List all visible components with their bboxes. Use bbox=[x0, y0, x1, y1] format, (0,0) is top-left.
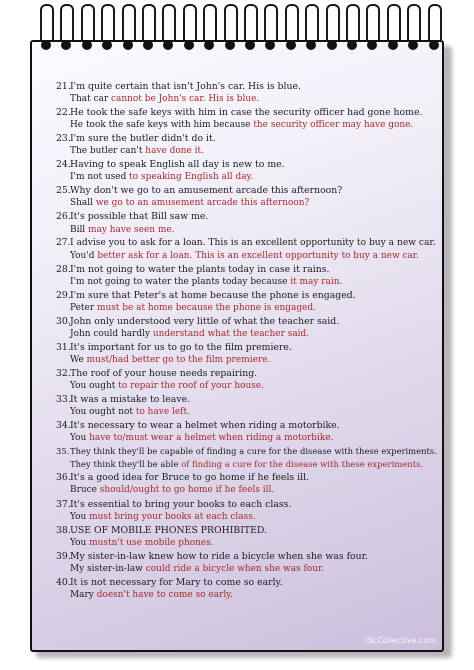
exercise-item bbox=[56, 524, 436, 550]
spiral-ring bbox=[428, 4, 440, 56]
question-text: It's essential to bring your books to each class. bbox=[70, 498, 292, 510]
question-text: He took the safe keys with him in case the security officer had gone home. bbox=[70, 107, 423, 119]
answer-prompt: You'd bbox=[70, 250, 98, 261]
answer-completion: the security officer may have gone. bbox=[253, 120, 414, 131]
exercise-question bbox=[56, 419, 436, 432]
exercise-answer bbox=[56, 276, 436, 289]
ring-loop bbox=[407, 4, 421, 40]
answer-completion: may have seen me. bbox=[88, 224, 175, 235]
ring-hole bbox=[204, 40, 214, 50]
ring-loop bbox=[264, 4, 278, 40]
answer-prompt: I'm not used bbox=[70, 172, 130, 183]
exercise-list bbox=[56, 80, 436, 602]
question-text: It's possible that Bill saw me. bbox=[70, 211, 209, 223]
ring-hole bbox=[102, 40, 112, 50]
exercise-question bbox=[56, 550, 436, 563]
ring-loop bbox=[60, 4, 74, 40]
ring-loop bbox=[244, 4, 258, 40]
exercise-item bbox=[56, 576, 436, 602]
exercise-answer bbox=[56, 589, 436, 602]
exercise-question bbox=[56, 237, 436, 250]
exercise-question bbox=[56, 263, 436, 276]
exercise-answer bbox=[56, 432, 436, 445]
spiral-ring bbox=[264, 4, 276, 56]
exercise-item bbox=[56, 184, 436, 210]
question-text: John only understood very little of what the teacher said. bbox=[70, 315, 340, 327]
question-text: It's a good idea for Bruce to go home if he feels ill. bbox=[70, 472, 310, 484]
question-text: USE OF MOBILE PHONES PROHIBITED. bbox=[70, 524, 267, 536]
ring-loop bbox=[224, 4, 238, 40]
spiral-ring bbox=[60, 4, 72, 56]
answer-completion: could ride a bicycle when she was four. bbox=[145, 563, 325, 574]
exercise-item bbox=[56, 393, 436, 419]
exercise-answer bbox=[56, 197, 436, 210]
exercise-number: 31. bbox=[56, 341, 71, 353]
answer-prompt: You bbox=[70, 537, 90, 548]
exercise-item bbox=[56, 471, 436, 497]
ring-hole bbox=[429, 40, 439, 50]
exercise-number: 26. bbox=[56, 211, 71, 223]
exercise-question bbox=[56, 158, 436, 171]
answer-completion: to have left. bbox=[135, 407, 190, 418]
answer-completion: better ask for a loan. This is an excellent opportunity to buy a new car. bbox=[97, 250, 419, 261]
answer-completion: should/ought to go home if he feels ill. bbox=[99, 485, 275, 496]
exercise-question bbox=[56, 106, 436, 119]
question-text: They think they'll be capable of finding a cure for the disease with these experiments. bbox=[70, 446, 437, 457]
answer-completion: to repair the roof of your house. bbox=[118, 381, 264, 392]
ring-loop bbox=[101, 4, 115, 40]
answer-prompt: Shall bbox=[70, 198, 96, 209]
question-text: It was a mistake to leave. bbox=[70, 394, 191, 406]
spiral-ring bbox=[346, 4, 358, 56]
spiral-ring bbox=[305, 4, 317, 56]
ring-hole bbox=[347, 40, 357, 50]
question-text: Having to speak English all day is new to me. bbox=[70, 159, 285, 171]
question-text: I'm quite certain that isn't John's car. His is blue. bbox=[70, 81, 301, 92]
ring-loop bbox=[366, 4, 380, 40]
question-text: It's important for us to go to the film premiere. bbox=[70, 341, 292, 353]
exercise-question bbox=[56, 524, 436, 537]
answer-prompt: He took the safe keys with him because bbox=[70, 120, 254, 131]
answer-completion: cannot be John's car. His is blue. bbox=[111, 94, 260, 105]
exercise-item bbox=[56, 419, 436, 445]
exercise-number: 21. bbox=[56, 81, 71, 92]
exercise-question bbox=[56, 132, 436, 145]
spiral-ring bbox=[101, 4, 113, 56]
exercise-answer bbox=[56, 224, 436, 237]
question-text: It's necessary to wear a helmet when riding a motorbike. bbox=[70, 420, 340, 432]
spiral-ring bbox=[122, 4, 134, 56]
exercise-item bbox=[56, 341, 436, 367]
ring-hole bbox=[388, 40, 398, 50]
exercise-item bbox=[56, 550, 436, 576]
exercise-number: 28. bbox=[56, 263, 71, 275]
spiral-ring bbox=[387, 4, 399, 56]
exercise-number: 22. bbox=[56, 107, 71, 119]
exercise-question bbox=[56, 289, 436, 302]
exercise-number: 25. bbox=[56, 185, 71, 197]
exercise-answer bbox=[56, 537, 436, 550]
answer-completion: have done it. bbox=[145, 146, 204, 157]
answer-completion: have to/must wear a helmet when riding a motorbike. bbox=[89, 433, 334, 444]
exercise-answer bbox=[56, 484, 436, 497]
answer-prompt: We bbox=[70, 354, 87, 365]
ring-loop bbox=[81, 4, 95, 40]
answer-prompt: Bruce bbox=[70, 485, 100, 496]
spiral-ring bbox=[285, 4, 297, 56]
exercise-item bbox=[56, 237, 436, 263]
answer-prompt: You bbox=[70, 511, 90, 522]
question-text: My sister-in-law knew how to ride a bicycle when she was four. bbox=[70, 550, 368, 562]
answer-prompt: Peter bbox=[70, 302, 97, 313]
spiral-ring bbox=[183, 4, 195, 56]
exercise-answer bbox=[56, 406, 436, 419]
ring-loop bbox=[387, 4, 401, 40]
ring-hole bbox=[327, 40, 337, 50]
answer-completion: we go to an amusement arcade this afternoon? bbox=[95, 198, 310, 209]
answer-prompt: My sister-in-law bbox=[70, 563, 146, 574]
exercise-answer bbox=[56, 511, 436, 524]
exercise-number: 30. bbox=[56, 315, 71, 327]
exercise-item bbox=[56, 80, 436, 106]
ring-loop bbox=[346, 4, 360, 40]
exercise-number: 36. bbox=[56, 472, 71, 484]
watermark-credit: iSLCollective.com bbox=[365, 636, 436, 645]
ring-hole bbox=[184, 40, 194, 50]
spiral-ring bbox=[224, 4, 236, 56]
ring-hole bbox=[143, 40, 153, 50]
exercise-question bbox=[56, 498, 436, 511]
exercise-question bbox=[56, 315, 436, 328]
question-text: The roof of your house needs repairing. bbox=[70, 368, 258, 380]
spiral-ring bbox=[407, 4, 419, 56]
exercise-answer bbox=[56, 171, 436, 184]
answer-prompt: You bbox=[70, 433, 90, 444]
ring-loop bbox=[122, 4, 136, 40]
question-text: I'm sure the butler didn't do it. bbox=[70, 133, 216, 145]
exercise-question bbox=[56, 367, 436, 380]
ring-hole bbox=[163, 40, 173, 50]
answer-completion: must/had better go to the film premiere. bbox=[86, 354, 271, 365]
spiral-ring bbox=[142, 4, 154, 56]
exercise-item bbox=[56, 210, 436, 236]
question-text: I'm not going to water the plants today in case it rains. bbox=[70, 263, 330, 275]
exercise-answer bbox=[56, 302, 436, 315]
ring-loop bbox=[428, 4, 442, 40]
answer-completion: to speaking English all day. bbox=[129, 172, 254, 183]
exercise-number: 40. bbox=[56, 576, 71, 588]
exercise-item bbox=[56, 158, 436, 184]
answer-prompt: You ought not bbox=[70, 407, 136, 418]
answer-completion: must be at home because the phone is engaged. bbox=[96, 302, 316, 313]
answer-completion: must bring your books at each class. bbox=[89, 511, 256, 522]
exercise-answer bbox=[56, 119, 436, 132]
exercise-question bbox=[56, 445, 436, 458]
ring-loop bbox=[285, 4, 299, 40]
answer-completion: of finding a cure for the disease with these experiments. bbox=[181, 459, 424, 470]
ring-hole bbox=[306, 40, 316, 50]
ring-hole bbox=[245, 40, 255, 50]
exercise-item bbox=[56, 445, 436, 471]
answer-prompt: I'm not going to water the plants today because bbox=[70, 276, 291, 287]
exercise-number: 39. bbox=[56, 550, 71, 562]
answer-prompt: You ought bbox=[70, 381, 119, 392]
answer-completion: doesn't have to come so early. bbox=[96, 589, 233, 600]
spiral-ring bbox=[203, 4, 215, 56]
ring-hole bbox=[123, 40, 133, 50]
answer-prompt: Bill bbox=[70, 224, 89, 235]
spiral-ring bbox=[366, 4, 378, 56]
exercise-item bbox=[56, 132, 436, 158]
ring-hole bbox=[367, 40, 377, 50]
spiral-ring bbox=[326, 4, 338, 56]
ring-hole bbox=[286, 40, 296, 50]
spiral-ring bbox=[244, 4, 256, 56]
ring-hole bbox=[225, 40, 235, 50]
exercise-question bbox=[56, 576, 436, 589]
exercise-question bbox=[56, 341, 436, 354]
question-text: I'm sure that Peter's at home because the phone is engaged. bbox=[70, 289, 356, 301]
exercise-number: 23. bbox=[56, 133, 71, 145]
exercise-question bbox=[56, 80, 436, 93]
exercise-answer bbox=[56, 328, 436, 341]
ring-hole bbox=[82, 40, 92, 50]
exercise-number: 37. bbox=[56, 498, 71, 510]
question-text: It is not necessary for Mary to come so early. bbox=[70, 576, 283, 588]
answer-prompt: That car bbox=[70, 94, 111, 105]
exercise-answer bbox=[56, 250, 436, 263]
ring-loop bbox=[142, 4, 156, 40]
ring-loop bbox=[40, 4, 54, 40]
exercise-item bbox=[56, 263, 436, 289]
exercise-question bbox=[56, 393, 436, 406]
ring-loop bbox=[305, 4, 319, 40]
answer-completion: it may rain. bbox=[290, 276, 343, 287]
exercise-answer bbox=[56, 563, 436, 576]
spiral-ring bbox=[40, 4, 52, 56]
answer-completion: mustn't use mobile phones. bbox=[89, 537, 214, 548]
exercise-question bbox=[56, 184, 436, 197]
ring-hole bbox=[408, 40, 418, 50]
exercise-item bbox=[56, 106, 436, 132]
exercise-number: 27. bbox=[56, 237, 71, 248]
ring-loop bbox=[162, 4, 176, 40]
answer-prompt: Mary bbox=[70, 589, 97, 600]
ring-hole bbox=[265, 40, 275, 50]
exercise-number: 34. bbox=[56, 420, 71, 432]
exercise-number: 35. bbox=[56, 446, 70, 457]
exercise-answer bbox=[56, 354, 436, 367]
exercise-answer bbox=[56, 93, 436, 106]
ring-loop bbox=[183, 4, 197, 40]
answer-completion: understand what the teacher said. bbox=[152, 328, 310, 339]
question-text: Why don't we go to an amusement arcade this afternoon? bbox=[70, 185, 343, 197]
exercise-number: 38. bbox=[56, 524, 71, 536]
spiral-ring bbox=[162, 4, 174, 56]
exercise-number: 24. bbox=[56, 159, 71, 171]
exercise-number: 29. bbox=[56, 289, 71, 301]
ring-hole bbox=[61, 40, 71, 50]
ring-loop bbox=[326, 4, 340, 40]
ring-loop bbox=[203, 4, 217, 40]
exercise-number: 32. bbox=[56, 368, 71, 380]
answer-prompt: They think they'll be able bbox=[70, 459, 182, 470]
exercise-answer bbox=[56, 145, 436, 158]
answer-prompt: The butler can't bbox=[70, 146, 146, 157]
exercise-item bbox=[56, 367, 436, 393]
question-text: I advise you to ask for a loan. This is an excellent opportunity to buy a new car. bbox=[70, 237, 436, 248]
exercise-answer bbox=[56, 458, 436, 471]
exercise-number: 33. bbox=[56, 394, 71, 406]
exercise-answer bbox=[56, 380, 436, 393]
answer-prompt: John could hardly bbox=[70, 328, 153, 339]
ring-hole bbox=[41, 40, 51, 50]
spiral-ring bbox=[81, 4, 93, 56]
exercise-item bbox=[56, 498, 436, 524]
exercise-question bbox=[56, 210, 436, 223]
exercise-item bbox=[56, 315, 436, 341]
exercise-item bbox=[56, 289, 436, 315]
exercise-question bbox=[56, 471, 436, 484]
spiral-binding bbox=[34, 4, 440, 60]
